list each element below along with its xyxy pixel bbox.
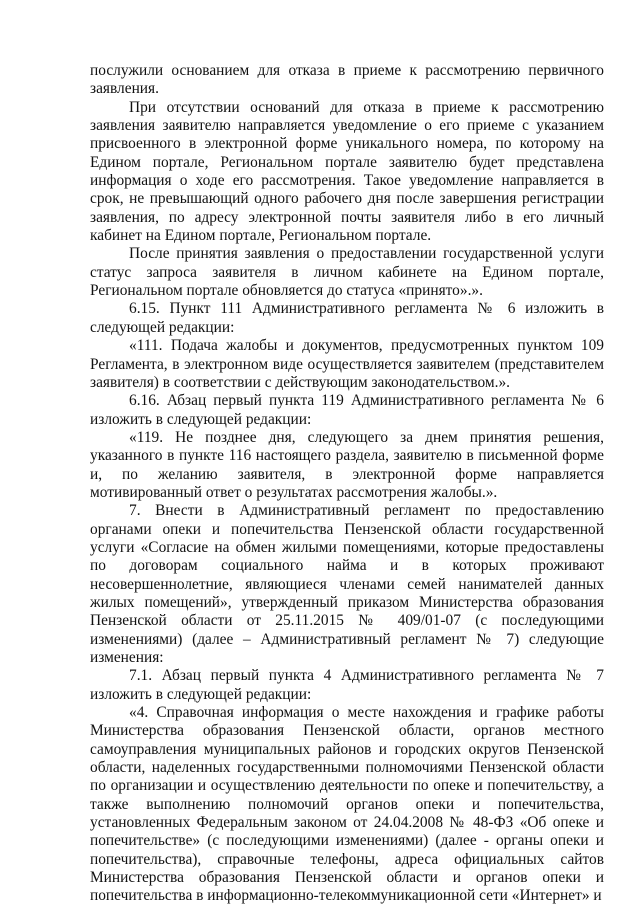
paragraph: «4. Справочная информация о месте нахождения и графике работы Министерства образования Пензенской области, органов местного самоуправления муниципальных районов и городских округов Пензенской области, наделенных государственными полномочиями Пензенской области по организации и осуществлению деятельности по опеке и попечительству, а также выполнению полномочий органов опеки и попечительства, установленных Федеральным законом от 24.04.2008 № 48-ФЗ «Об опеке и попечительстве» (с последующими изменениями) (далее - органы опеки и попечительства), справочные телефоны, адреса официальных сайтов Министерства образования Пензенской области и органов опеки и попечительства в информационно-телекоммуникационной сети «Интернет» и: [90, 704, 604, 905]
paragraph: 6.16. Абзац первый пункта 119 Административного регламента № 6 изложить в следующей редакции:: [90, 392, 604, 428]
paragraph: 7. Внести в Административный регламент по предоставлению органами опеки и попечительства Пензенской области государственной услуги «Согласие на обмен жилыми помещениями, которые предоставлены по договорам социального найма и в которых проживают несовершеннолетние, являющиеся членами семей нанимателей данных жилых помещений», утвержденный приказом Министерства образования Пензенской области от 25.11.2015 № 409/01-07 (с последующими изменениями) (далее – Административный регламент № 7) следующие изменения:: [90, 502, 604, 666]
document-body: [90, 62, 604, 906]
paragraph: «119. Не позднее дня, следующего за днем принятия решения, указанного в пункте 116 настоящего раздела, заявителю в письменной форме и, по желанию заявителя, в электронной форме направляется мотивированный ответ о результатах рассмотрения жалобы.».: [90, 428, 604, 501]
paragraph: При отсутствии оснований для отказа в приеме к рассмотрению заявления заявителю направляется уведомление о его приеме с указанием присвоенного в электронной форме уникального номера, по которому на Едином портале, Региональном портале заявителю будет представлена информация о ходе его рассмотрения. Такое уведомление направляется в срок, не превышающий одного рабочего дня после завершения регистрации заявления, по адресу электронной почты заявителя либо в его личный кабинет на Едином портале, Региональном портале.: [90, 98, 604, 245]
paragraph: послужили основанием для отказа в приеме к рассмотрению первичного заявления.: [90, 62, 604, 98]
paragraph: «111. Подача жалобы и документов, предусмотренных пунктом 109 Регламента, в электронном виде осуществляется заявителем (представителем заявителя) в соответствии с действующим законодательством.».: [90, 337, 604, 391]
paragraph: 7.1. Абзац первый пункта 4 Административного регламента № 7 изложить в следующей редакции:: [90, 667, 604, 703]
paragraph: 6.15. Пункт 111 Административного регламента № 6 изложить в следующей редакции:: [90, 300, 604, 336]
paragraph: После принятия заявления о предоставлении государственной услуги статус запроса заявителя в личном кабинете на Едином портале, Региональном портале обновляется до статуса «принято».».: [90, 245, 604, 300]
